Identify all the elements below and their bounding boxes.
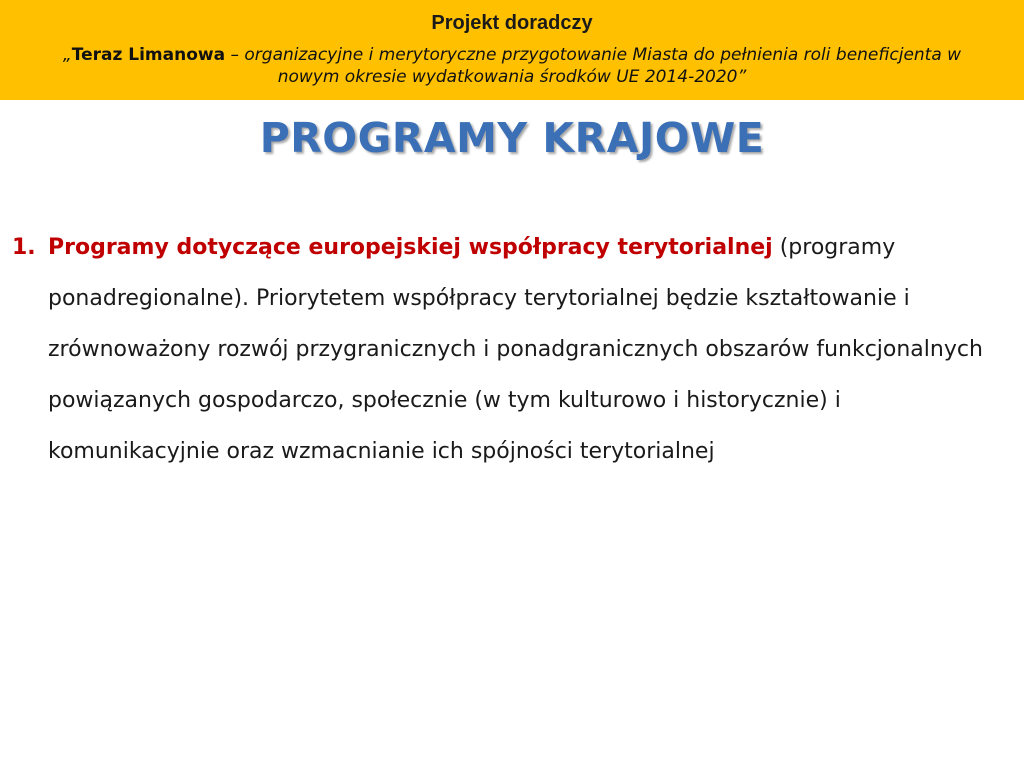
list-item-body bbox=[48, 222, 1002, 477]
project-description: – organizacyjne i merytoryczne przygotowanie Miasta do pełnienia roli beneficjenta w nowym okresie wydatkowania środków UE 2014-2020” bbox=[225, 45, 962, 87]
quote-open: „ bbox=[62, 45, 72, 65]
list-item bbox=[12, 222, 1002, 477]
list-item-title: Programy dotyczące europejskiej współpracy terytorialnej bbox=[48, 235, 773, 260]
project-name: Teraz Limanowa bbox=[71, 45, 226, 65]
header-subtitle bbox=[40, 44, 984, 88]
page-title: PROGRAMY KRAJOWE bbox=[259, 114, 765, 162]
header-title: Projekt doradczy bbox=[431, 12, 593, 34]
header-banner bbox=[0, 0, 1024, 100]
list-item-text: (programy ponadregionalne). Priorytetem współpracy terytorialnej będzie kształtowanie i zrównoważony rozwój przygranicznych i ponadgranicznych obszarów funkcjonalnych powiązanych gospodarczo, społecznie (w tym kulturowo i historycznie) i komunikacyjnie oraz wzmacnianie ich spójności terytorialnej bbox=[48, 235, 983, 464]
list-item-number: 1. bbox=[12, 235, 36, 260]
